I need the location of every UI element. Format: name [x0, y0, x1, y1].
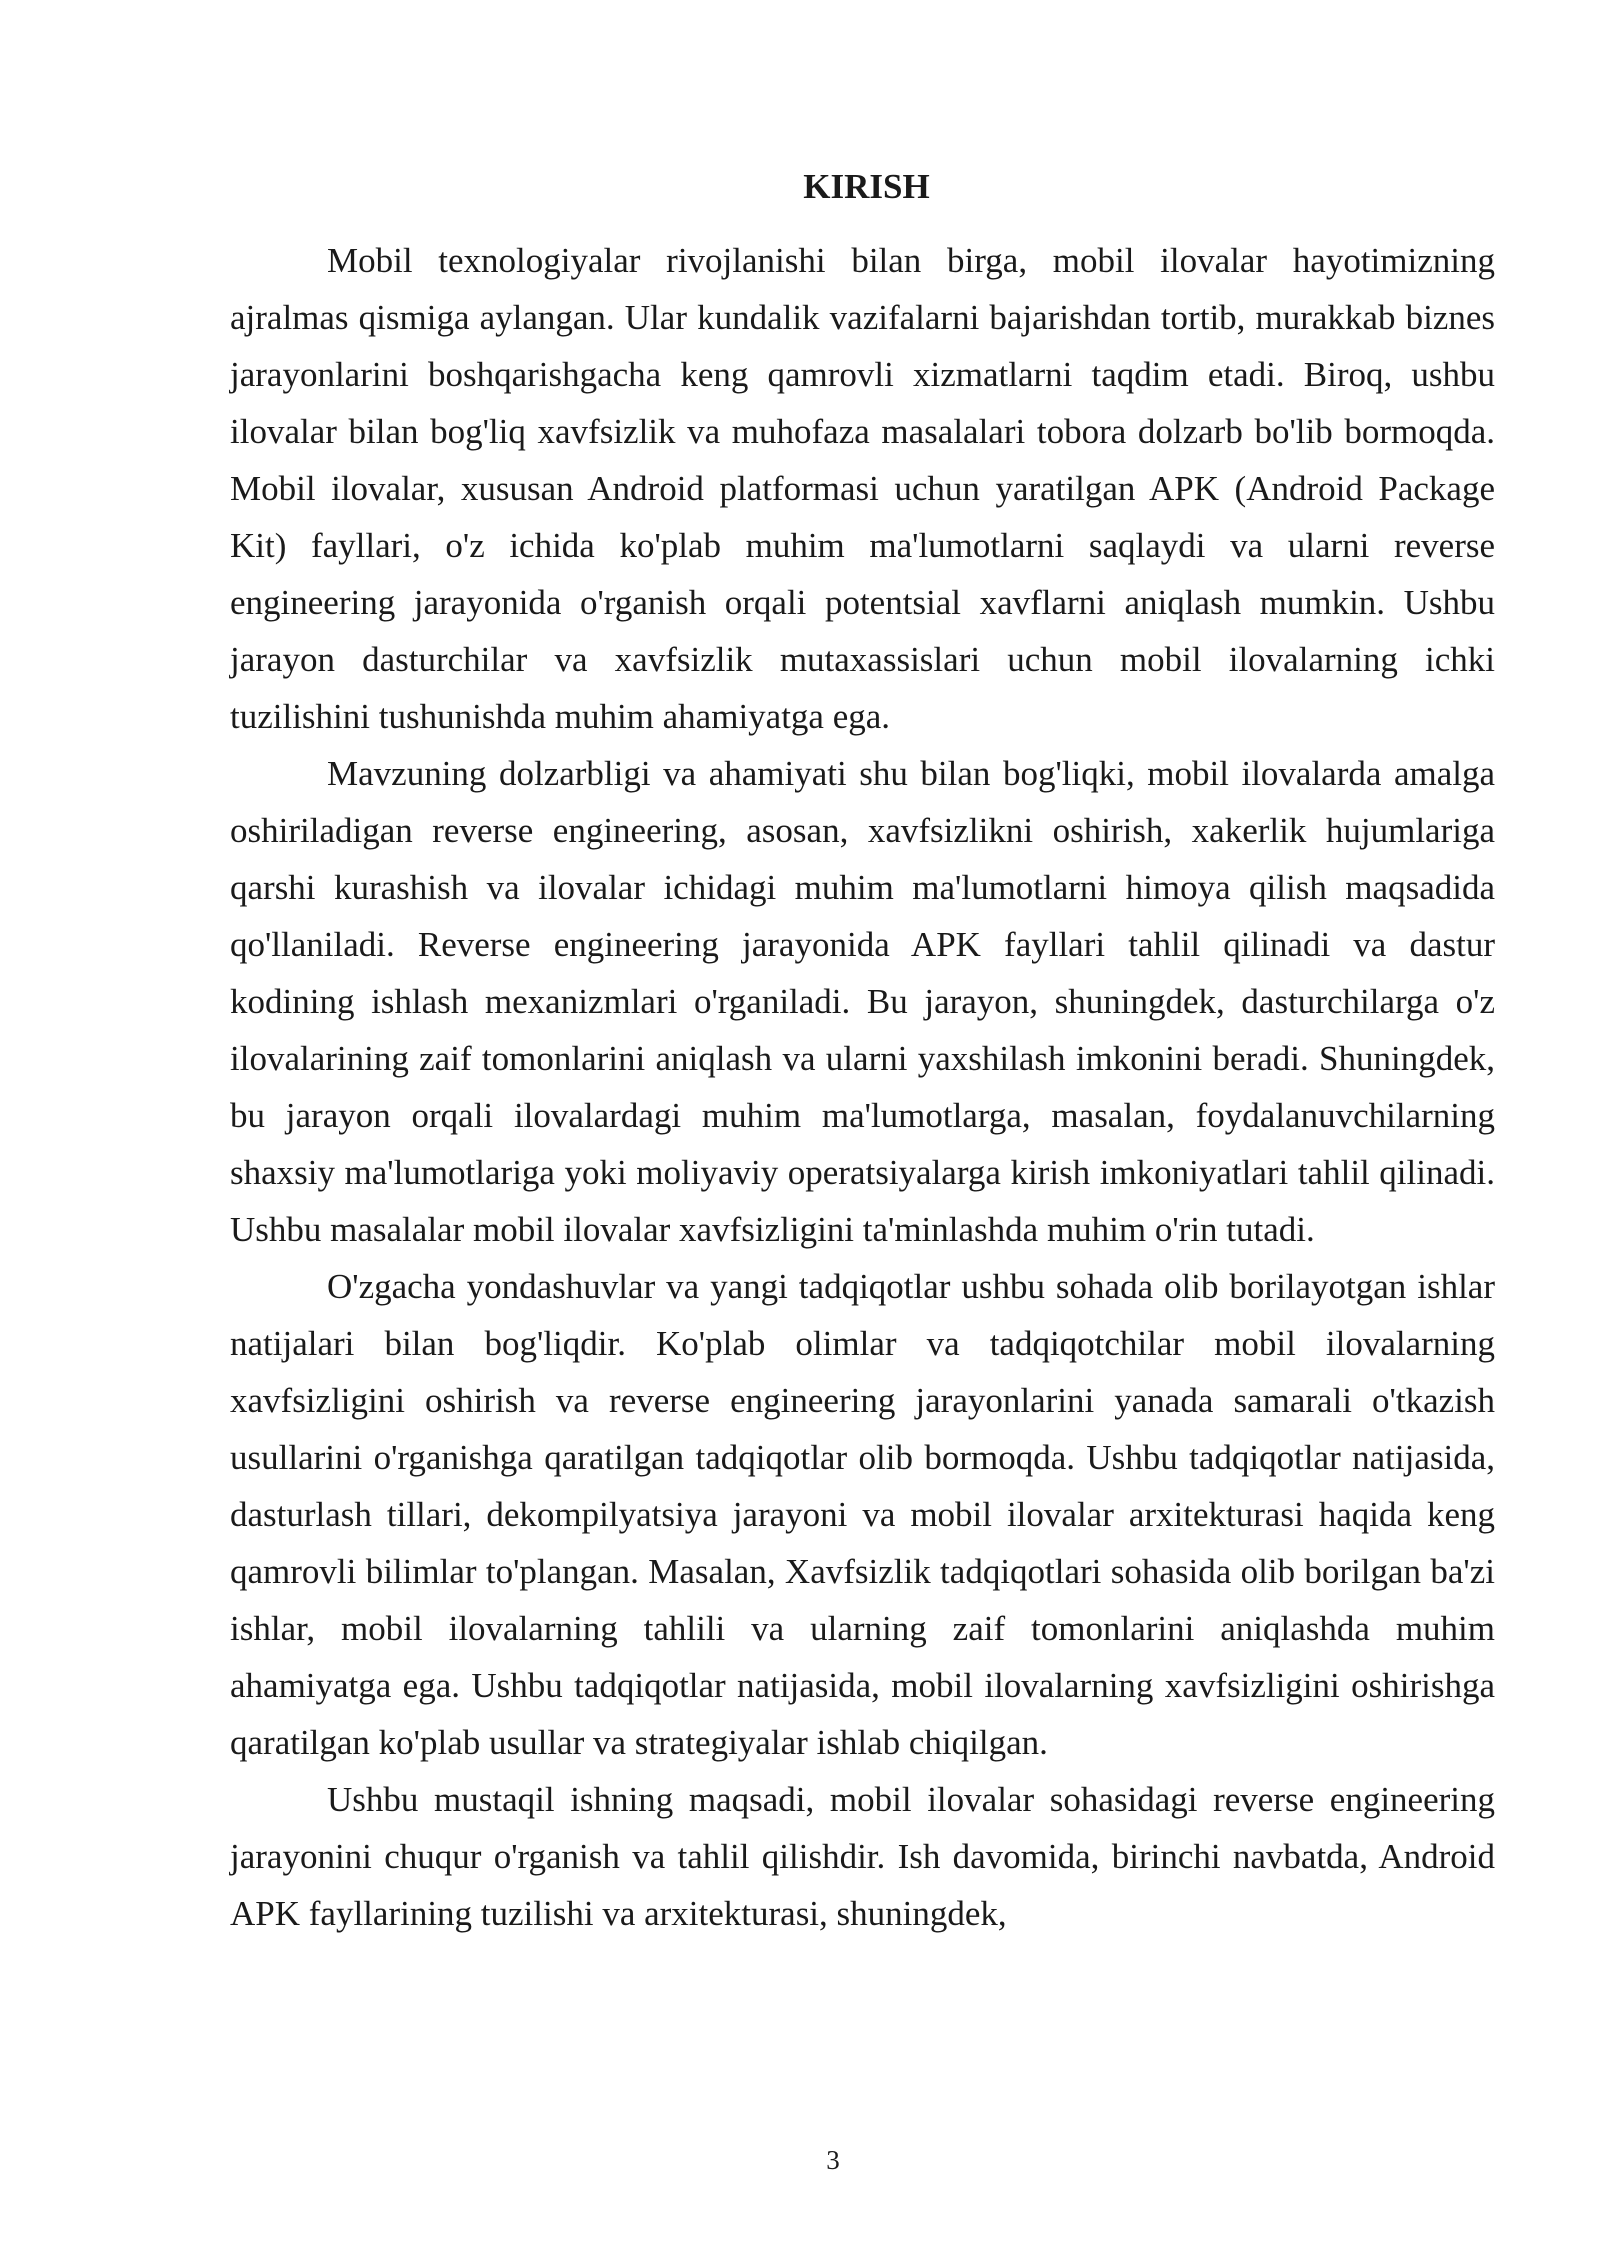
- section-heading: KIRISH: [803, 167, 930, 206]
- paragraph-3: O'zgacha yondashuvlar va yangi tadqiqotlar ushbu sohada olib borilayotgan ishlar natijalari bilan bog'liqdir. Ko'plab olimlar va tadqiqotchilar mobil ilovalarning xavfsizligini oshirish va reverse engineering jarayonlarini yanada samarali o'tkazish usullarini o'rganishga qaratilgan tadqiqotlar olib bormoqda. Ushbu tadqiqotlar natijasida, dasturlash tillari, dekompilyatsiya jarayoni va mobil ilovalar arxitekturasi haqida keng qamrovli bilimlar to'plangan. Masalan, Xavfsizlik tadqiqotlari sohasida olib borilgan ba'zi ishlar, mobil ilovalarning tahlili va ularning zaif tomonlarini aniqlashda muhim ahamiyatga ega. Ushbu tadqiqotlar natijasida, mobil ilovalarning xavfsizligini oshirishga qaratilgan ko'plab usullar va strategiyalar ishlab chiqilgan.: [230, 1267, 1495, 1762]
- page-number: 3: [826, 2145, 840, 2175]
- page-content: [230, 162, 1495, 1942]
- paragraph-4: Ushbu mustaqil ishning maqsadi, mobil ilovalar sohasidagi reverse engineering jarayonini chuqur o'rganish va tahlil qilishdir. Ish davomida, birinchi navbatda, Android APK fayllarining tuzilishi va arxitekturasi, shuningdek,: [230, 1780, 1495, 1933]
- paragraph-2: Mavzuning dolzarbligi va ahamiyati shu bilan bog'liqki, mobil ilovalarda amalga oshiriladigan reverse engineering, asosan, xavfsizlikni oshirish, xakerlik hujumlariga qarshi kurashish va ilovalar ichidagi muhim ma'lumotlarni himoya qilish maqsadida qo'llaniladi. Reverse engineering jarayonida APK fayllari tahlil qilinadi va dastur kodining ishlash mexanizmlari o'rganiladi. Bu jarayon, shuningdek, dasturchilarga o'z ilovalarining zaif tomonlarini aniqlash va ularni yaxshilash imkonini beradi. Shuningdek, bu jarayon orqali ilovalardagi muhim ma'lumotlarga, masalan, foydalanuvchilarning shaxsiy ma'lumotlariga yoki moliyaviy operatsiyalarga kirish imkoniyatlari tahlil qilinadi. Ushbu masalalar mobil ilovalar xavfsizligini ta'minlashda muhim o'rin tutadi.: [230, 754, 1495, 1249]
- paragraph-1: Mobil texnologiyalar rivojlanishi bilan birga, mobil ilovalar hayotimizning ajralmas qismiga aylangan. Ular kundalik vazifalarni bajarishdan tortib, murakkab biznes jarayonlarini boshqarishgacha keng qamrovli xizmatlarni taqdim etadi. Biroq, ushbu ilovalar bilan bog'liq xavfsizlik va muhofaza masalalari tobora dolzarb bo'lib bormoqda. Mobil ilovalar, xususan Android platformasi uchun yaratilgan APK (Android Package Kit) fayllari, o'z ichida ko'plab muhim ma'lumotlarni saqlaydi va ularni reverse engineering jarayonida o'rganish orqali potentsial xavflarni aniqlash mumkin. Ushbu jarayon dasturchilar va xavfsizlik mutaxassislari uchun mobil ilovalarning ichki tuzilishini tushunishda muhim ahamiyatga ega.: [230, 241, 1495, 736]
